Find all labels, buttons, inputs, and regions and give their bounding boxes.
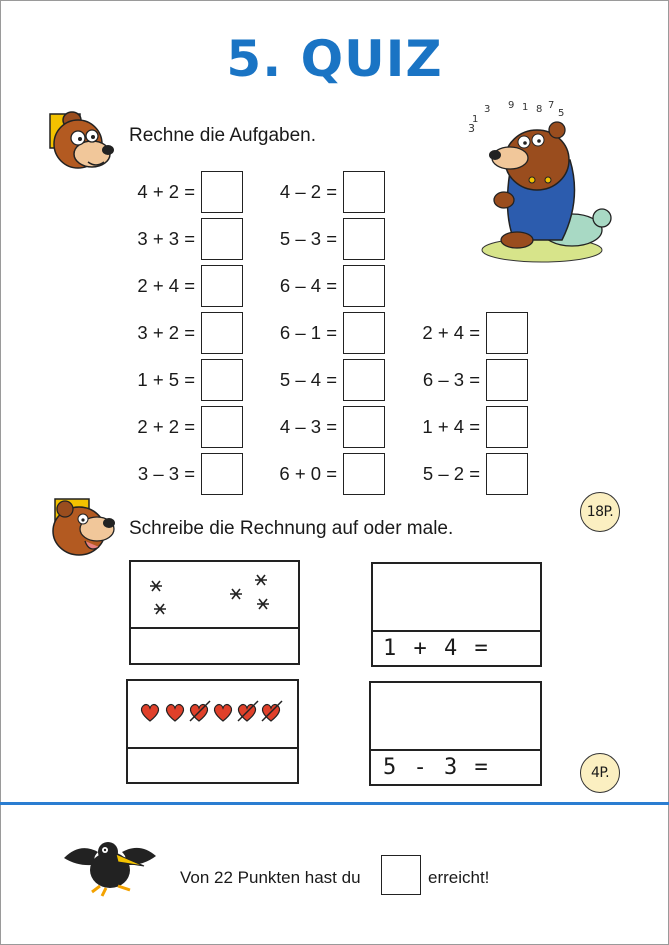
answer-box[interactable] xyxy=(201,171,243,213)
answer-box[interactable] xyxy=(201,359,243,401)
heart-icon xyxy=(164,701,186,723)
equation: 3 – 3 = xyxy=(110,453,243,495)
answer-box[interactable] xyxy=(343,218,385,260)
equation: 2 + 4 = xyxy=(110,265,243,307)
heart-icon xyxy=(236,701,258,723)
instruction-calc: Rechne die Aufgaben. xyxy=(129,125,316,146)
star-icon xyxy=(228,586,244,602)
answer-box[interactable] xyxy=(486,312,528,354)
equation: 6 – 1 = xyxy=(250,312,385,354)
heart-icon xyxy=(260,701,282,723)
points-badge: 4P. xyxy=(580,753,620,793)
written-equation: 5 - 3 = xyxy=(383,755,490,780)
drawing-area[interactable] xyxy=(371,683,540,749)
equation: 4 + 2 = xyxy=(110,171,243,213)
card-divider xyxy=(371,749,540,751)
svg-text:3: 3 xyxy=(484,104,491,115)
equation: 6 – 4 = xyxy=(250,265,385,307)
answer-box[interactable] xyxy=(201,406,243,448)
card-divider xyxy=(373,630,540,632)
answer-box[interactable] xyxy=(486,453,528,495)
crow-icon xyxy=(60,838,160,898)
page-title: 5. QUIZ xyxy=(226,30,443,88)
answer-box[interactable] xyxy=(201,453,243,495)
equation: 4 – 3 = xyxy=(250,406,385,448)
bear-tongue-icon xyxy=(45,495,117,563)
svg-text:1: 1 xyxy=(522,102,529,113)
answer-box[interactable] xyxy=(343,265,385,307)
equation: 5 – 4 = xyxy=(250,359,385,401)
answer-box[interactable] xyxy=(343,406,385,448)
answer-area[interactable] xyxy=(128,749,297,782)
heart-icon xyxy=(188,701,210,723)
equation: 1 + 4 = xyxy=(400,406,528,448)
svg-text:1: 1 xyxy=(472,114,479,125)
answer-box[interactable] xyxy=(201,312,243,354)
points-badge: 18P. xyxy=(580,492,620,532)
equation: 6 + 0 = xyxy=(250,453,385,495)
equation: 3 + 2 = xyxy=(110,312,243,354)
star-icon xyxy=(255,596,271,612)
task-card-hearts xyxy=(126,679,299,784)
equation: 6 – 3 = xyxy=(400,359,528,401)
star-icon xyxy=(148,578,164,594)
footer-text-after: erreicht! xyxy=(428,868,490,887)
answer-box[interactable] xyxy=(486,406,528,448)
star-icon xyxy=(253,572,269,588)
heart-icon xyxy=(139,701,161,723)
answer-box[interactable] xyxy=(201,218,243,260)
drawing-area[interactable] xyxy=(373,564,540,630)
equation: 2 + 2 = xyxy=(110,406,243,448)
instruction-write: Schreibe die Rechnung auf oder male. xyxy=(129,518,454,539)
written-equation: 1 + 4 = xyxy=(383,636,490,661)
svg-text:5: 5 xyxy=(558,108,565,119)
heart-icon xyxy=(212,701,234,723)
divider-rule xyxy=(0,802,669,805)
equation: 2 + 4 = xyxy=(400,312,528,354)
bear-face-icon xyxy=(48,108,116,178)
answer-box[interactable] xyxy=(201,265,243,307)
task-card-draw-1 xyxy=(371,562,542,667)
score-input-box[interactable] xyxy=(381,855,421,895)
answer-box[interactable] xyxy=(343,312,385,354)
equation: 5 – 3 = xyxy=(250,218,385,260)
svg-text:7: 7 xyxy=(548,100,555,111)
svg-text:9: 9 xyxy=(508,100,515,111)
answer-box[interactable] xyxy=(343,171,385,213)
svg-text:3: 3 xyxy=(468,122,475,135)
answer-area[interactable] xyxy=(131,629,298,663)
svg-text:8: 8 xyxy=(536,104,543,115)
equation: 1 + 5 = xyxy=(110,359,243,401)
answer-box[interactable] xyxy=(343,453,385,495)
footer-text-before: Von 22 Punkten hast du xyxy=(180,868,361,887)
equation: 4 – 2 = xyxy=(250,171,385,213)
star-icon xyxy=(152,601,168,617)
task-card-draw-2 xyxy=(369,681,542,786)
equation: 5 – 2 = xyxy=(400,453,528,495)
equation: 3 + 3 = xyxy=(110,218,243,260)
answer-box[interactable] xyxy=(343,359,385,401)
bear-mascot-icon xyxy=(462,100,622,270)
answer-box[interactable] xyxy=(486,359,528,401)
